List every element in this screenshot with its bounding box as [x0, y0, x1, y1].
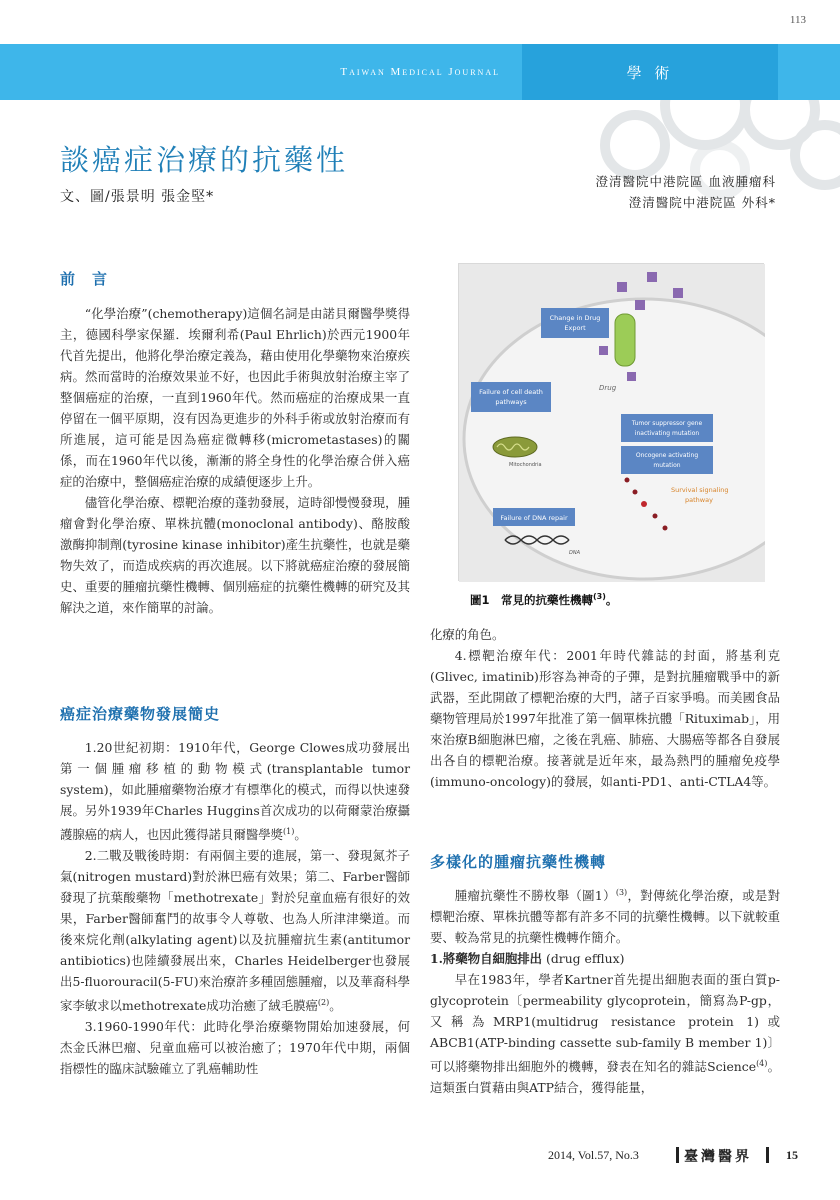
intro-paragraph-1: “化學治療”(chemotherapy)這個名詞是由諾貝爾醫學獎得主，德國科學家保羅．埃爾利希(Paul Ehrlich)於西元1900年代首先提出，他將化學治療定義為，藉由使用化學藥物來治療疾病。然而當時的治療效果並不好，也因此手術與放射治療主宰了整個癌症的治療，一直到1960年代。然而癌症的治療成果一直停留在一個平原期，沒有因為更進步的外科手術或放射治療而有所進展，這可能是因為癌症微轉移(micrometastases)的關係，而在1960年代以後，漸漸的將全身性的化學治療合併入癌症的治療中，整個癌症治療的成績便逐步上升。 — [60, 306, 410, 489]
figure-1 — [458, 263, 764, 581]
affiliation-1: 澄清醫院中港院區 血液腫瘤科 — [595, 174, 776, 189]
issue-info: 2014, Vol.57, No.3 — [548, 1148, 639, 1162]
footer-divider-right — [766, 1147, 769, 1163]
figure-1-caption: 圖1 常見的抗藥性機轉$^{(3)}$。 — [470, 592, 618, 607]
mechanisms-paragraph-1: 腫瘤抗藥性不勝枚舉（圖1）$^{(3)}$，對傳統化學治療，或是對標靶治療、單株抗體等都有許多不同的抗藥性機轉。以下就較重要、較為常見的抗藥性機轉作簡介。 — [430, 888, 780, 946]
svg-text:Export: Export — [564, 324, 586, 332]
svg-text:inactivating mutation: inactivating mutation — [634, 430, 700, 437]
svg-text:Survival signaling: Survival signaling — [671, 486, 729, 494]
affiliation-2: 澄清醫院中港院區 外科* — [628, 195, 776, 210]
footer-divider-left — [676, 1147, 679, 1163]
heading-introduction: 前 言 — [60, 270, 109, 288]
intro-text — [60, 303, 410, 618]
svg-text:pathways: pathways — [495, 398, 527, 406]
history-paragraph-2: 2.二戰及戰後時期：有兩個主要的進展，第一、發現氮芥子氣(nitrogen mustard)對於淋巴癌有效果；第二、Farber醫師發現了抗葉酸藥物「methotrexate」對於兒童血癌有很好的效果，Farber醫師奮鬥的故事令人尊敬、也為人所津津樂道。而後來烷化劑(alkylating agent)以及抗腫瘤抗生素(antitumor antibiotics)也陸續發展出來，Charles Heidelberger也發展出5-fluorouracil(5-FU)來治療許多種固態腫瘤，以及華裔科學家李敏求以methotrexate成功治癒了絨毛膜癌$^{(2)}$。 — [60, 848, 410, 1014]
svg-text:Failure of cell death: Failure of cell death — [479, 388, 543, 396]
subheading-drug-efflux: 1.將藥物自細胞排出 (drug efflux) — [430, 951, 625, 967]
article-authors: 文、圖/張景明 張金堅* — [60, 189, 215, 205]
page-number: 15 — [786, 1148, 798, 1162]
journal-name: Taiwan Medical Journal — [340, 66, 500, 78]
svg-text:mutation: mutation — [653, 462, 681, 469]
intro-paragraph-2: 儘管化學治療、標靶治療的蓬勃發展，這時卻慢慢發現，腫瘤會對化學治療、單株抗體(monoclonal antibody)、酪胺酸激酶抑制劑(tyrosine kinase inhibitor)產生抗藥性，也就是藥物失效了，而造成疾病的再次進展。以下將就癌症治療的發展簡史、重要的腫瘤抗藥性機轉、個別癌症的抗藥性機轉的研究及其解決之道，來作簡單的討論。 — [60, 495, 410, 615]
history-paragraph-1: 1.20世紀初期：1910年代，George Clowes成功發展出第一個腫瘤移植的動物模式(transplantable tumor system)，如此腫瘤藥物治療才有標準化的模式，而得以快速發展。另外1939年Charles Huggins首次成功的以荷爾蒙治療攝護腺癌的病人，也因此獲得諾貝爾醫學獎$^{(1)}$。 — [60, 740, 410, 843]
svg-text:pathway: pathway — [685, 496, 713, 504]
history-paragraph-3: 3.1960-1990年代：此時化學治療藥物開始加速發展，何杰金氏淋巴瘤、兒童血癌可以被治癒了；1970年代中期，兩個指標性的臨床試驗確立了乳癌輔助性 — [60, 1019, 410, 1077]
right-paragraph-2: 4.標靶治療年代：2001年時代雜誌的封面，將基利克(Glivec, imatinib)形容為神奇的子彈，是對抗腫瘤戰爭中的新武器，至此開啟了標靶治療的大門，諸子百家爭鳴。而美國食品藥物管理局於1997年批准了第一個單株抗體「Rituximab」，用來治療B細胞淋巴瘤，之後在乳癌、肺癌、大腸癌等都各自發展出各自的標靶治療。接著就是近年來，最為熱門的腫瘤免疫學(immuno-oncology)的發展，如anti-PD1、anti-CTLA4等。 — [430, 648, 780, 789]
mechanisms-text — [430, 882, 780, 1098]
mechanisms-paragraph-2: 早在1983年，學者Kartner首先提出細胞表面的蛋白質p-glycoprotein〔permeability glycoprotein，簡寫為P-gp，又稱為MRP1(multidrug resistance protein 1)或ABCB1(ATP-binding cassette sub-family B member 1)〕可以將藥物排出細胞外的機轉，發表在知名的雜誌Science$^{(4)}$。這類蛋白質藉由與ATP結合，獲得能量， — [430, 972, 781, 1096]
svg-text:Oncogene activating: Oncogene activating — [635, 452, 699, 459]
article-title: 談癌症治療的抗藥性 — [60, 143, 349, 177]
heading-mechanisms: 多樣化的腫瘤抗藥性機轉 — [430, 853, 607, 871]
drug-resistance-diagram — [459, 264, 765, 582]
label-drug: Drug — [599, 384, 617, 392]
section-label-box — [522, 44, 778, 100]
page-footer — [0, 1146, 840, 1166]
svg-text:Mitochondria: Mitochondria — [509, 462, 542, 468]
section-label: 學 術 — [626, 64, 674, 82]
history-text — [60, 737, 410, 1079]
journal-header-band — [0, 44, 840, 100]
heading-history: 癌症治療藥物發展簡史 — [60, 705, 221, 723]
magazine-name: 臺灣醫界 — [684, 1149, 752, 1165]
svg-text:Tumor suppressor gene: Tumor suppressor gene — [631, 420, 703, 427]
svg-text:DNA: DNA — [569, 550, 581, 556]
svg-text:Failure of DNA repair: Failure of DNA repair — [500, 514, 568, 522]
right-paragraph-1: 化療的角色。 — [430, 627, 505, 642]
top-page-number: 113 — [789, 14, 806, 26]
svg-text:Change in Drug: Change in Drug — [549, 314, 601, 322]
right-column-text-top — [430, 624, 780, 792]
